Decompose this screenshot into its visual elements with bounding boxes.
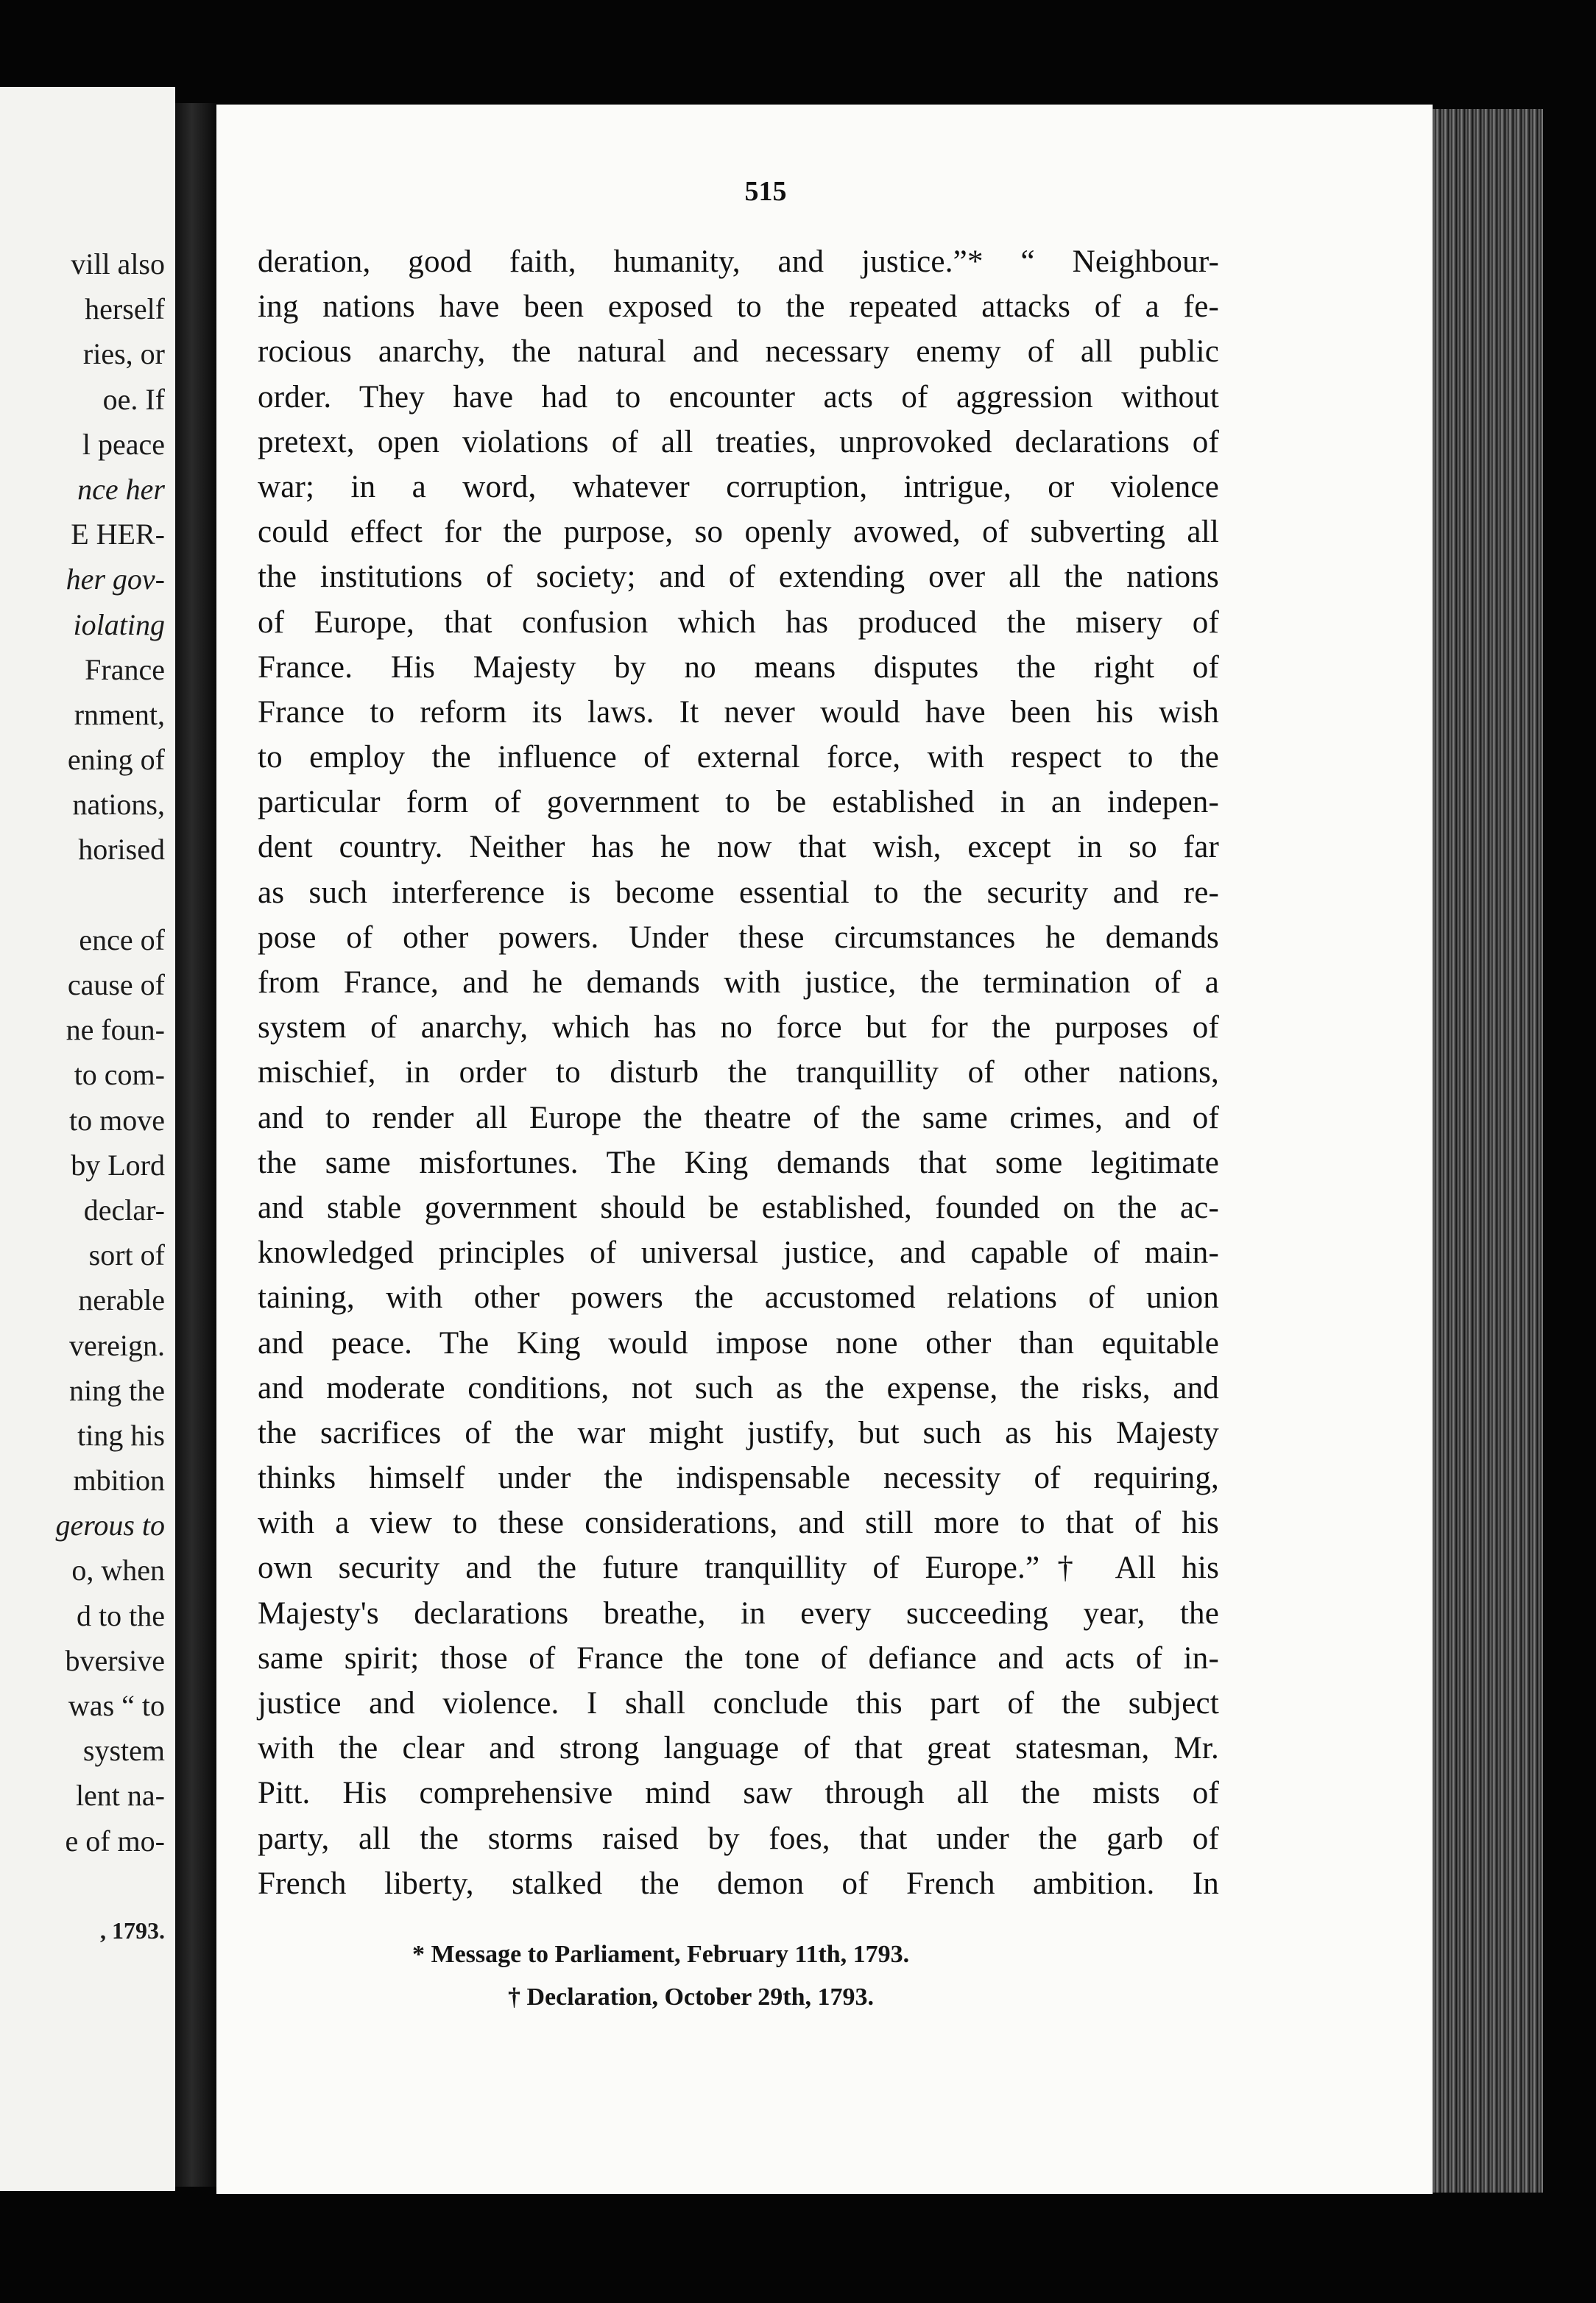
left-line: E HER- [71, 518, 165, 551]
left-line: rnment, [74, 697, 165, 731]
left-line: mbition [73, 1464, 165, 1498]
text-line: deration, good faith, humanity, and justice.”* “ Neighbour- [258, 244, 1219, 279]
text-line: and peace. The King would impose none other than equitable [258, 1325, 1219, 1361]
text-line: rocious anarchy, the natural and necessary enemy of all public [258, 334, 1219, 370]
text-line: Majesty's declarations breathe, in every succeeding year, the [258, 1595, 1219, 1631]
text-line: own security and the future tranquillity of Europe.”† All his [258, 1551, 1219, 1586]
left-line: bversive [65, 1643, 165, 1677]
text-line: French liberty, stalked the demon of French ambition. In [258, 1866, 1219, 1901]
text-line: war; in a word, whatever corruption, intrigue, or violence [258, 469, 1219, 504]
text-line: from France, and he demands with justice, the termination of a [258, 965, 1219, 1000]
page-edges [1433, 109, 1543, 2193]
left-line: her gov- [66, 562, 165, 596]
text-line: justice and violence. I shall conclude this part of the subject [258, 1686, 1219, 1721]
left-line: to move [69, 1103, 165, 1137]
left-line: herself [85, 292, 165, 326]
left-line: ting his [77, 1418, 165, 1452]
text-line: thinks himself under the indispensable necessity of requiring, [258, 1461, 1219, 1496]
left-line: ning the [69, 1373, 165, 1407]
text-line: the same misfortunes. The King demands that some legitimate [258, 1145, 1219, 1180]
text-line: France. His Majesty by no means disputes the right of [258, 649, 1219, 685]
left-page [0, 87, 175, 2191]
text-line: and stable government should be established, founded on the ac- [258, 1190, 1219, 1225]
text-line: pose of other powers. Under these circumstances he demands [258, 920, 1219, 955]
page-number: 515 [744, 176, 787, 207]
left-line: e of mo- [65, 1824, 165, 1858]
left-line: France [85, 652, 165, 686]
left-line: oe. If [102, 382, 165, 416]
text-line: knowledged principles of universal justice, and capable of main- [258, 1235, 1219, 1271]
left-page-text [55, 241, 165, 1953]
left-line: to com- [74, 1058, 165, 1092]
text-line: with the clear and strong language of that great statesman, Mr. [258, 1731, 1219, 1766]
text-line: the sacrifices of the war might justify, but such as his Majesty [258, 1415, 1219, 1450]
left-line: vereign. [69, 1328, 165, 1362]
left-line: nce her [77, 472, 165, 506]
left-line: iolating [73, 607, 165, 641]
left-line: sort of [88, 1238, 165, 1272]
left-line: was “ to [68, 1689, 165, 1722]
left-line: , 1793. [100, 1916, 165, 1944]
left-line: gerous to [55, 1509, 165, 1542]
text-line: the institutions of society; and of extending over all the nations [258, 560, 1219, 595]
text-line: system of anarchy, which has no force but for the purposes of [258, 1010, 1219, 1045]
text-line: France to reform its laws. It never would have been his wish [258, 694, 1219, 730]
text-line: same spirit; those of France the tone of defiance and acts of in- [258, 1640, 1219, 1676]
footnote: † Declaration, October 29th, 1793. [508, 1983, 875, 2011]
text-line: dent country. Neither has he now that wish, except in so far [258, 830, 1219, 865]
text-line: Pitt. His comprehensive mind saw through all the mists of [258, 1776, 1219, 1811]
left-line: nerable [78, 1283, 165, 1317]
left-line: horised [78, 833, 165, 867]
body-text [258, 239, 1219, 1906]
left-line: ne foun- [66, 1013, 165, 1047]
left-line [55, 1863, 165, 1908]
text-line: party, all the storms raised by foes, that under the garb of [258, 1821, 1219, 1856]
text-line: taining, with other powers the accustomed relations of union [258, 1280, 1219, 1316]
left-line: by Lord [71, 1148, 165, 1182]
left-line: ence of [79, 923, 165, 956]
text-line: as such interference is become essential to the security and re- [258, 875, 1219, 910]
text-line: pretext, open violations of all treaties, unprovoked declarations of [258, 424, 1219, 459]
text-line: could effect for the purpose, so openly avowed, of subverting all [258, 515, 1219, 550]
left-line: o, when [71, 1553, 165, 1587]
left-line: nations, [72, 788, 165, 822]
footnotes [412, 1933, 1075, 2019]
left-line: ries, or [82, 337, 165, 371]
footnote: * Message to Parliament, February 11th, 1793. [412, 1941, 910, 1968]
left-line: lent na- [75, 1779, 165, 1813]
text-line: and moderate conditions, not such as the expense, the risks, and [258, 1370, 1219, 1406]
left-line: system [82, 1734, 165, 1768]
text-line: mischief, in order to disturb the tranquillity of other nations, [258, 1055, 1219, 1090]
text-line: ing nations have been exposed to the repeated attacks of a fe- [258, 289, 1219, 325]
text-line: to employ the influence of external force, with respect to the [258, 740, 1219, 775]
left-line: l peace [82, 427, 165, 461]
left-line: cause of [67, 968, 165, 1001]
text-line: with a view to these considerations, and still more to that of his [258, 1506, 1219, 1541]
text-line: of Europe, that confusion which has produced the misery of [258, 604, 1219, 640]
book-gutter [175, 103, 216, 2187]
text-line: and to render all Europe the theatre of the same crimes, and of [258, 1100, 1219, 1135]
text-line: order. They have had to encounter acts of aggression without [258, 379, 1219, 415]
left-line: declar- [83, 1193, 165, 1227]
left-line: ening of [67, 743, 165, 777]
text-line: particular form of government to be established in an indepen- [258, 785, 1219, 820]
left-line: vill also [71, 247, 165, 281]
left-line [55, 872, 165, 917]
left-line: d to the [77, 1598, 165, 1632]
